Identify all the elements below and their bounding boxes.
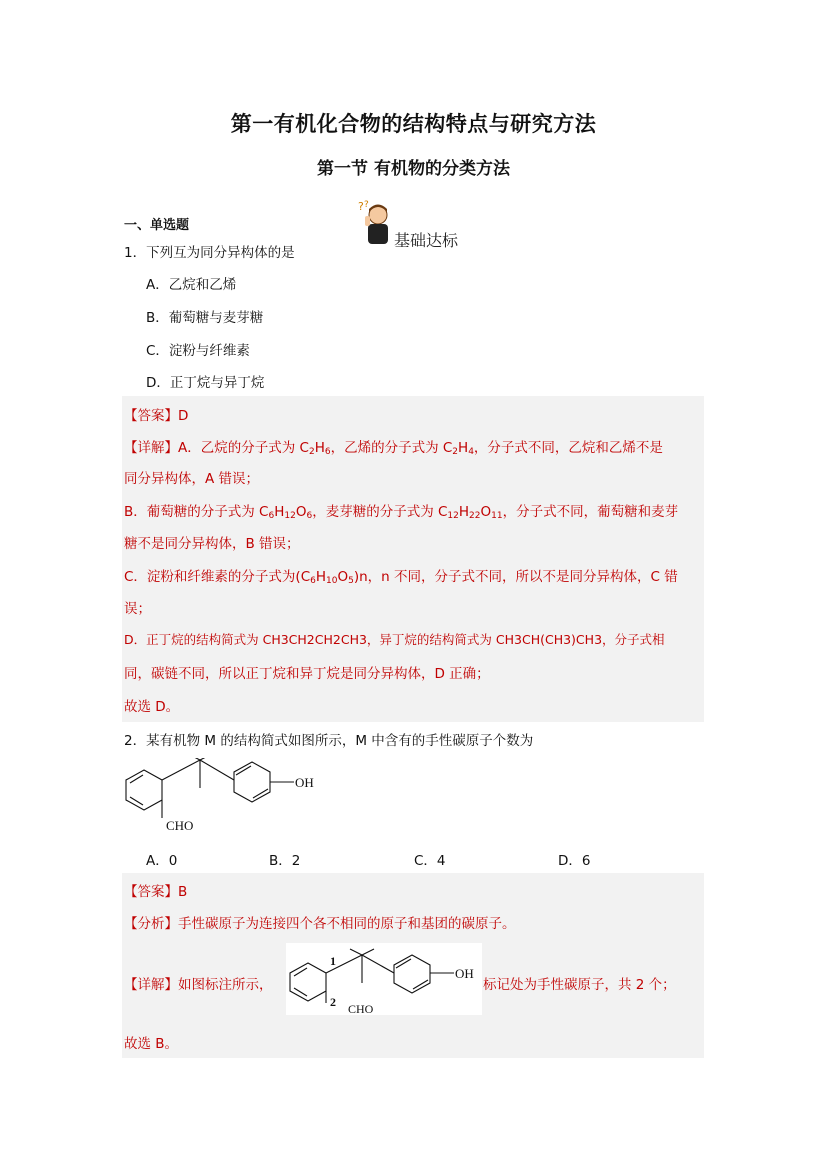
mol-oh-label: OH bbox=[295, 775, 314, 790]
q1-detail-line-3: B．葡萄糖的分子式为 $C_6H_{12}O_6$，麦芽糖的分子式为 $C_{12}H_{22}O_{11}$，分子式不同，葡萄糖和麦芽 bbox=[124, 504, 679, 521]
molecule-m-annotated bbox=[286, 943, 482, 1015]
page-title: 第一有机化合物的结构特点与研究方法 bbox=[230, 111, 597, 136]
section-subtitle: 第一节 有机物的分类方法 bbox=[317, 159, 510, 179]
q1-detail-line-6: 误； bbox=[124, 601, 151, 617]
annotated-oh-label: OH bbox=[455, 966, 474, 981]
chiral-label-1: 1 bbox=[330, 954, 336, 968]
q1-stem: 1．下列互为同分异构体的是 bbox=[124, 245, 295, 261]
q2-option-d: D．6 bbox=[558, 853, 591, 869]
q1-option-a: A．乙烷和乙烯 bbox=[146, 277, 237, 293]
q1-detail-line-5: C．淀粉和纤维素的分子式为$(C_6H_{10}O_5)n$，n 不同，分子式不同，所以不是同分异构体，C 错 bbox=[124, 569, 678, 586]
q2-option-c: C．4 bbox=[414, 853, 446, 869]
question-type-heading: 一、单选题 bbox=[124, 218, 190, 233]
q1-option-b: B．葡萄糖与麦芽糖 bbox=[146, 310, 264, 326]
q2-detail-suffix: 标记处为手性碳原子，共 2 个； bbox=[483, 977, 676, 993]
svg-text:?: ? bbox=[364, 200, 369, 210]
q2-option-a: A．0 bbox=[146, 853, 178, 869]
svg-text:?: ? bbox=[358, 200, 364, 213]
q1-option-d: D．正丁烷与异丁烷 bbox=[146, 375, 265, 391]
mol-cho-label: CHO bbox=[166, 818, 194, 833]
q1-option-c: C．淀粉与纤维素 bbox=[146, 343, 250, 359]
q2-conclusion: 故选 B。 bbox=[124, 1036, 179, 1052]
q1-detail-line-2: 同分异构体，A 错误； bbox=[124, 471, 260, 487]
q1-detail-line-8: 同，碳链不同，所以正丁烷和异丁烷是同分异构体，D 正确； bbox=[124, 666, 490, 682]
q2-stem: 2．某有机物 M 的结构简式如图所示，M 中含有的手性碳原子个数为 bbox=[124, 733, 534, 749]
q1-detail-line-1: 【详解】A．乙烷的分子式为 $C_2H_6$，乙烯的分子式为 $C_2H_4$，分子式不同，乙烷和乙烯不是 bbox=[124, 440, 663, 457]
q1-detail-line-4: 糖不是同分异构体，B 错误； bbox=[124, 536, 300, 552]
q1-conclusion: 故选 D。 bbox=[124, 699, 180, 715]
q1-answer: 【答案】D bbox=[124, 408, 189, 424]
q2-option-b: B．2 bbox=[269, 853, 301, 869]
q2-detail-prefix: 【详解】如图标注所示， bbox=[124, 977, 273, 993]
molecule-m-structure bbox=[124, 758, 334, 836]
q2-analysis: 【分析】手性碳原子为连接四个各不相同的原子和基团的碳原子。 bbox=[124, 916, 516, 932]
q1-detail-line-7: D．正丁烷的结构简式为 CH3CH2CH2CH3，异丁烷的结构简式为 CH3CH(CH3)CH3，分子式相 bbox=[124, 632, 665, 647]
chiral-label-2: 2 bbox=[330, 995, 336, 1009]
badge-label: 基础达标 bbox=[394, 231, 459, 250]
q2-answer: 【答案】B bbox=[124, 884, 188, 900]
annotated-cho-label: CHO bbox=[348, 1002, 374, 1015]
